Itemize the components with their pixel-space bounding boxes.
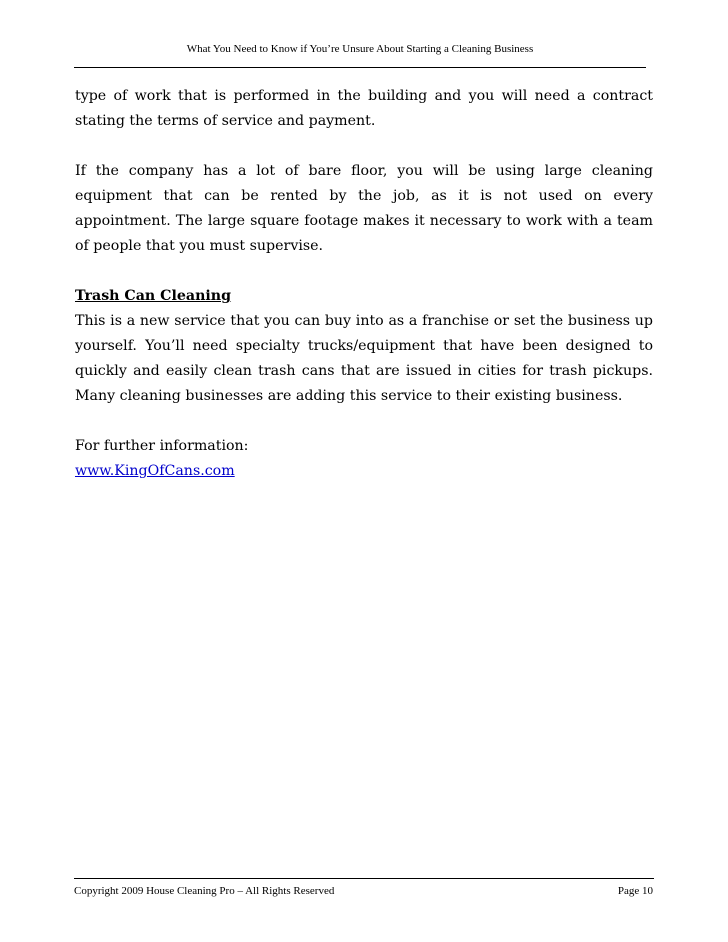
running-header: What You Need to Know if You’re Unsure About Starting a Cleaning Business: [186, 43, 534, 55]
footer-copyright: Copyright 2009 House Cleaning Pro – All Rights Reserved: [74, 885, 335, 897]
section-heading-trash-can-cleaning: Trash Can Cleaning: [75, 288, 232, 304]
paragraph-bare-floor: If the company has a lot of bare floor, you will be using large cleaning equipment that can be rented by the job, as it is not used on every appointment. The large square footage makes it necessary to work with a team of people that you must supervise.: [75, 163, 653, 254]
paragraph-trash-can-service: This is a new service that you can buy into as a franchise or set the business up yourself. You’ll need specialty trucks/equipment that have been designed to quickly and easily clean trash cans that are issued in cities for trash pickups. Many cleaning businesses are adding this service to their existing business.: [75, 313, 653, 404]
footer-page-number: Page 10: [617, 885, 653, 897]
running-footer: [74, 884, 653, 898]
header-divider: [74, 67, 646, 68]
further-info-label: For further information:: [75, 438, 249, 454]
further-info-link-line: [75, 459, 653, 484]
footer-divider: [74, 878, 654, 879]
paragraph-contract-terms: type of work that is performed in the building and you will need a contract stating the terms of service and payment.: [75, 88, 653, 129]
kingofcans-link[interactable]: www.KingOfCans.com: [75, 463, 235, 479]
page-body: [75, 84, 653, 484]
